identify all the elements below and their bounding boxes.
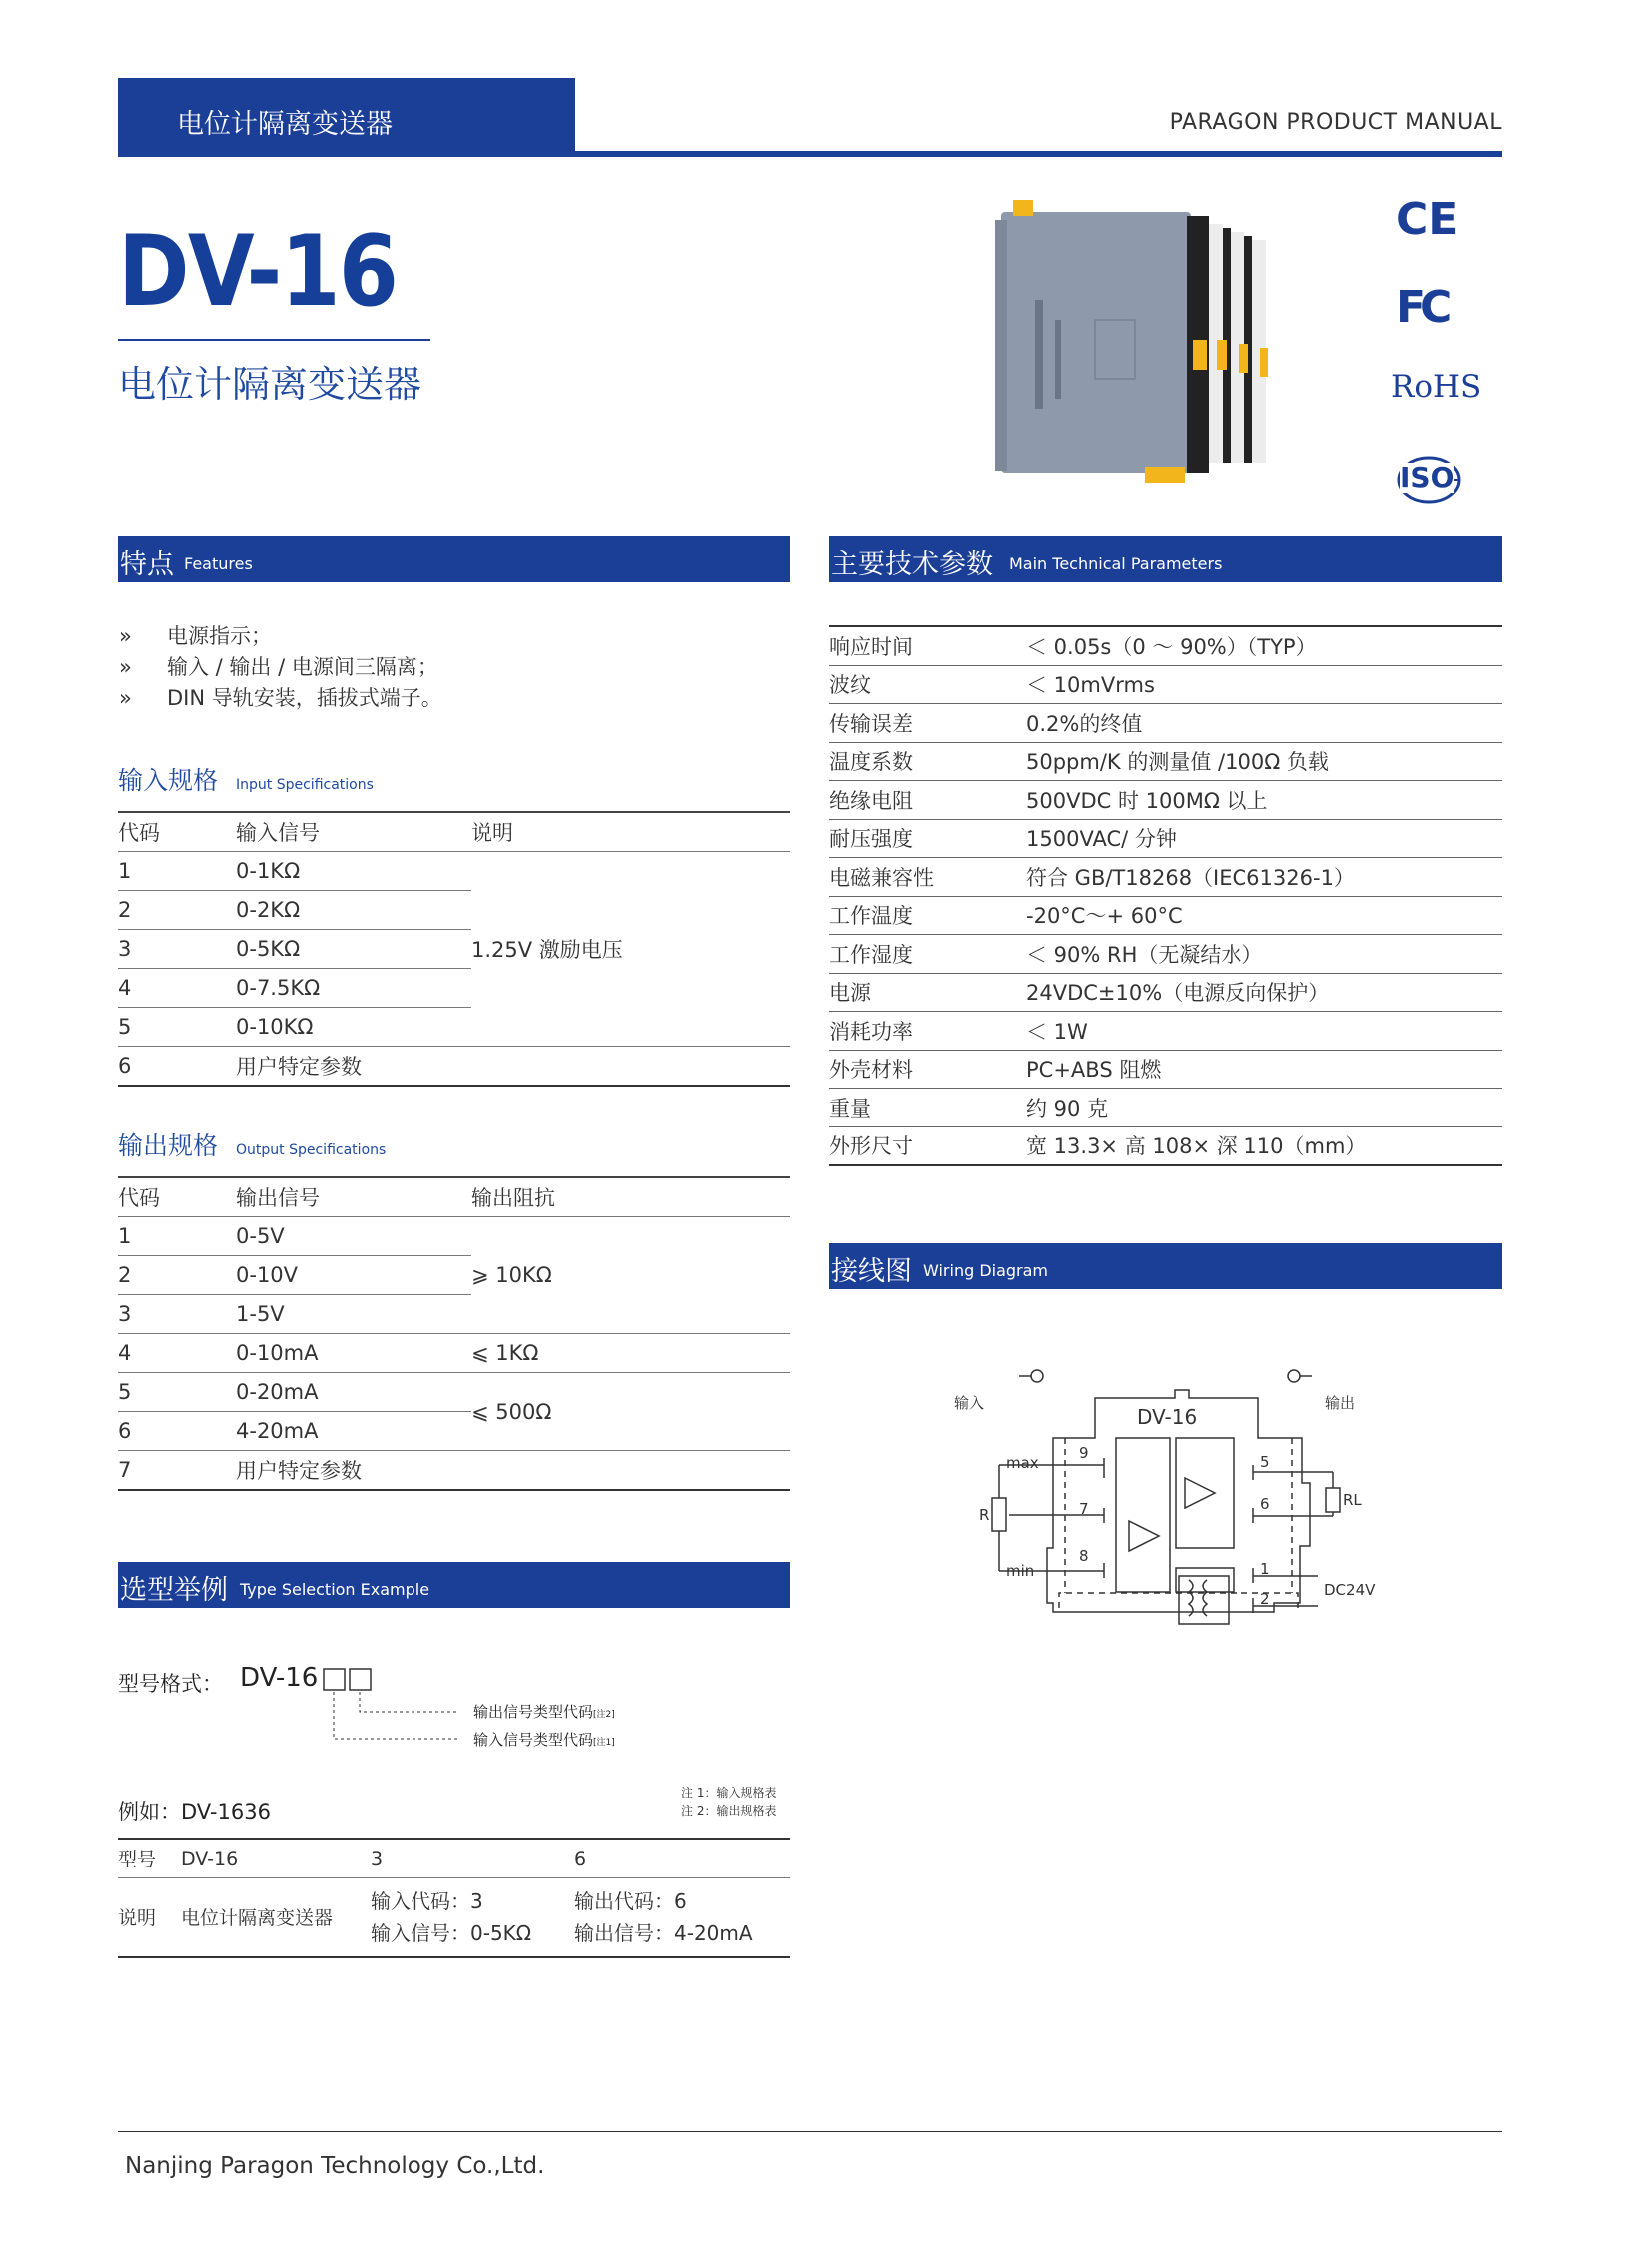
tech-param-key: 耐压强度 — [829, 819, 1026, 858]
tech-param-value: ＜ 10mVrms — [1026, 665, 1502, 704]
wiring-title-en: Wiring Diagram — [923, 1261, 1049, 1280]
terminal-6: 6 — [1260, 1495, 1270, 1513]
wiring-dc-label: DC24V — [1324, 1581, 1376, 1599]
excitation-note: 1.25V 激励电压 — [471, 852, 790, 1047]
tech-param-row — [829, 1126, 1502, 1165]
tech-param-value: ＜ 90% RH（无凝结水） — [1026, 935, 1502, 974]
model-name: DV-16 — [118, 215, 398, 329]
table-row: 6 用户特定参数 — [118, 1047, 790, 1087]
tech-param-key: 响应时间 — [829, 626, 1026, 665]
table-header: 代码 输出信号 输出阻抗 — [118, 1177, 790, 1217]
tech-param-key: 外形尺寸 — [829, 1126, 1026, 1165]
tech-param-key: 电源 — [829, 973, 1026, 1012]
tech-param-key: 重量 — [829, 1089, 1026, 1127]
table-row: 说明 电位计隔离变送器 输入代码：3 输入信号：0-5KΩ 输出代码：6 输出信号：4-20mA — [118, 1877, 790, 1957]
wiring-output-label: 输出 — [1325, 1394, 1356, 1412]
terminal-9: 9 — [1079, 1444, 1089, 1462]
tech-param-value: 1500VAC/ 分钟 — [1026, 819, 1502, 858]
product-subtitle: 电位计隔离变送器 — [118, 363, 422, 406]
wiring-title: 接线图 — [831, 1256, 912, 1287]
tech-param-value: 约 90 克 — [1026, 1089, 1502, 1127]
wiring-max-label: max — [1006, 1454, 1039, 1472]
table-row: 1 0-5V ⩾ 10KΩ — [118, 1217, 790, 1256]
tech-params-title: 主要技术参数 — [831, 549, 993, 580]
tech-params-title-en: Main Technical Parameters — [1009, 554, 1223, 573]
tech-param-value: 50ppm/K 的测量值 /100Ω 负载 — [1026, 742, 1502, 781]
output-spec-heading: 输出规格 Output Specifications — [118, 1131, 387, 1160]
tech-param-key: 电磁兼容性 — [829, 858, 1026, 897]
table-row: 3 1-5V — [118, 1295, 790, 1334]
wiring-input-label: 输入 — [954, 1394, 985, 1412]
tech-param-key: 传输误差 — [829, 704, 1026, 743]
iso-mark — [1398, 455, 1460, 503]
header-rule — [118, 151, 1502, 157]
type-selection-title: 选型举例 — [120, 1575, 228, 1606]
tech-param-row — [829, 626, 1502, 665]
tech-param-key: 外壳材料 — [829, 1050, 1026, 1089]
note-1: 注 1：输入规格表 — [681, 1786, 777, 1800]
footer-rule — [118, 2131, 1502, 2132]
tech-param-value: ＜ 0.05s（0 ～ 90%）（TYP） — [1026, 626, 1502, 665]
wiring-model-label: DV-16 — [1137, 1405, 1198, 1429]
tech-param-value: 宽 13.3× 高 108× 深 110（mm） — [1026, 1126, 1502, 1165]
tech-param-key: 波纹 — [829, 665, 1026, 704]
output-code-label: 输出信号类型代码[注2] — [473, 1703, 615, 1721]
features-title: 特点 — [120, 549, 174, 580]
table-row: 4 0-7.5KΩ — [118, 969, 790, 1008]
feature-item: » 输入 / 输出 / 电源间三隔离； — [119, 655, 438, 679]
feature-item: » DIN 导轨安装，插拔式端子。 — [119, 686, 442, 710]
input-spec-heading: 输入规格 Input Specifications — [118, 766, 374, 795]
tech-param-value: 0.2%的终值 — [1026, 704, 1502, 743]
table-row: 4 0-10mA ⩽ 1KΩ — [118, 1334, 790, 1373]
type-selection-title-en: Type Selection Example — [240, 1580, 430, 1599]
ce-mark: CE — [1396, 194, 1459, 245]
header-title: 电位计隔离变送器 — [177, 109, 393, 140]
tech-param-row — [829, 858, 1502, 897]
table-row: 5 0-20mA ⩽ 500Ω — [118, 1373, 790, 1412]
example-model: 例如：DV-1636 — [118, 1800, 271, 1824]
tech-param-row — [829, 704, 1502, 743]
note-2: 注 2：输出规格表 — [681, 1804, 777, 1818]
table-row: 2 0-10V — [118, 1256, 790, 1295]
tech-param-value: ＜ 1W — [1026, 1012, 1502, 1051]
tech-param-value: PC+ABS 阻燃 — [1026, 1050, 1502, 1089]
tech-param-row — [829, 781, 1502, 820]
terminal-5: 5 — [1260, 1453, 1270, 1471]
product-image — [995, 200, 1274, 499]
tech-param-value: 24VDC±10%（电源反向保护） — [1026, 973, 1502, 1012]
terminal-8: 8 — [1079, 1547, 1089, 1565]
tech-param-value: 符合 GB/T18268（IEC61326-1） — [1026, 858, 1502, 897]
output-spec-table — [118, 1176, 790, 1491]
tech-param-row — [829, 935, 1502, 974]
wiring-min-label: min — [1006, 1562, 1035, 1580]
tech-param-value: 500VDC 时 100MΩ 以上 — [1026, 781, 1502, 820]
features-bar — [118, 536, 790, 582]
table-row: 3 0-5KΩ — [118, 930, 790, 969]
table-row: 6 4-20mA — [118, 1412, 790, 1451]
wiring-r-label: R — [979, 1506, 990, 1524]
table-row: 型号 DV-16 3 6 — [118, 1840, 790, 1877]
manual-title: PARAGON PRODUCT MANUAL — [1169, 110, 1502, 135]
tech-param-key: 消耗功率 — [829, 1012, 1026, 1051]
terminal-7: 7 — [1079, 1500, 1089, 1518]
features-title-en: Features — [184, 554, 253, 573]
features-list — [118, 621, 442, 714]
model-underline — [118, 339, 430, 341]
tech-param-value: -20°C～+ 60°C — [1026, 896, 1502, 935]
tech-param-row — [829, 896, 1502, 935]
fc-mark: FC — [1396, 282, 1447, 333]
example-table — [118, 1840, 790, 1958]
type-selection-bar — [118, 1562, 790, 1608]
wiring-diagram — [939, 1358, 1418, 1678]
tech-param-row — [829, 1012, 1502, 1051]
table-row: 7 用户特定参数 — [118, 1451, 790, 1491]
tech-param-key: 工作温度 — [829, 896, 1026, 935]
format-model: DV-16 — [240, 1663, 319, 1693]
terminal-1: 1 — [1260, 1560, 1270, 1578]
input-code-label: 输入信号类型代码[注1] — [473, 1731, 615, 1749]
table-row: 2 0-2KΩ — [118, 891, 790, 930]
iso-text: ISO — [1400, 461, 1455, 494]
tech-param-key: 绝缘电阻 — [829, 781, 1026, 820]
tech-param-row — [829, 665, 1502, 704]
format-label: 型号格式： — [118, 1672, 223, 1696]
table-header: 代码 输入信号 说明 — [118, 812, 790, 852]
tech-param-row — [829, 1050, 1502, 1089]
wiring-rl-label: RL — [1343, 1491, 1362, 1509]
table-row: 1 0-1KΩ 1.25V 激励电压 — [118, 852, 790, 891]
tech-params-table — [829, 625, 1502, 1166]
tech-param-row — [829, 1089, 1502, 1127]
wiring-bar — [829, 1243, 1502, 1289]
terminal-2: 2 — [1260, 1590, 1270, 1608]
feature-item: » 电源指示； — [119, 624, 272, 648]
tech-param-row — [829, 973, 1502, 1012]
tech-param-row — [829, 742, 1502, 781]
table-row: 5 0-10KΩ — [118, 1008, 790, 1047]
input-spec-table — [118, 811, 790, 1087]
footer-company: Nanjing Paragon Technology Co.,Ltd. — [125, 2153, 545, 2179]
tech-params-bar — [829, 536, 1502, 582]
rohs-mark: RoHS — [1391, 370, 1482, 405]
tech-param-key: 温度系数 — [829, 742, 1026, 781]
tech-param-key: 工作湿度 — [829, 935, 1026, 974]
tech-param-row — [829, 819, 1502, 858]
